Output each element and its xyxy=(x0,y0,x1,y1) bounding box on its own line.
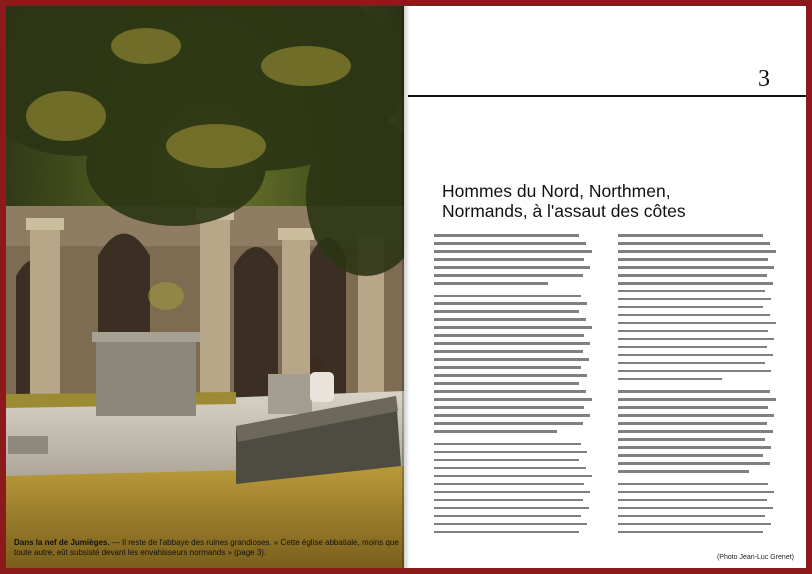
heading-line: Hommes du Nord, Northmen, xyxy=(442,181,671,201)
illegible-text-line xyxy=(434,531,579,534)
photo-credit: (Photo Jean-Luc Grenet) xyxy=(716,554,794,561)
illegible-text-line xyxy=(434,318,586,321)
illegible-text-line xyxy=(434,451,587,454)
illegible-text-line xyxy=(434,390,586,393)
illegible-text-line xyxy=(618,390,770,393)
illegible-text-line xyxy=(618,446,771,449)
body-column-left xyxy=(434,234,592,539)
illegible-text-line xyxy=(434,358,589,361)
illegible-text-line xyxy=(434,374,587,377)
illegible-text-line xyxy=(434,258,584,261)
illegible-text-line xyxy=(618,507,773,510)
illegible-text-line xyxy=(434,515,581,518)
body-column-right xyxy=(618,234,776,539)
illegible-text-line xyxy=(618,274,767,277)
illegible-text-line xyxy=(434,250,592,253)
illegible-text-line xyxy=(434,350,583,353)
illegible-text-line xyxy=(434,491,590,494)
chapter-number: 3 xyxy=(758,66,770,92)
illegible-text-line xyxy=(618,306,763,309)
illegible-text-line xyxy=(618,234,763,237)
illegible-text-line xyxy=(618,406,768,409)
illegible-text-line xyxy=(618,250,776,253)
caption-lead: Dans la nef de Jumièges. xyxy=(14,538,110,547)
heading-line: Normands, à l'assaut des côtes xyxy=(442,201,686,221)
illegible-text-line xyxy=(618,378,722,381)
illegible-text-line xyxy=(618,298,771,301)
illegible-text-line xyxy=(618,314,770,317)
chapter-page xyxy=(408,6,806,568)
book-spread xyxy=(6,6,806,568)
illegible-text-line xyxy=(618,242,770,245)
illegible-text-line xyxy=(434,430,557,433)
illegible-text-line xyxy=(434,242,586,245)
illegible-text-line xyxy=(434,459,579,462)
illegible-text-line xyxy=(434,507,589,510)
illegible-text-line xyxy=(618,414,774,417)
illegible-text-line xyxy=(618,483,768,486)
illegible-text-line xyxy=(618,338,774,341)
illegible-text-line xyxy=(434,443,581,446)
illegible-text-line xyxy=(434,326,592,329)
caption-text: — Il reste de l'abbaye des ruines grandioses. « Cette église abbatiale, moins que toute autre, eût subsisté devant les envahisseurs normands » (page 3). xyxy=(14,538,399,557)
illegible-text-line xyxy=(618,491,774,494)
illegible-text-line xyxy=(618,282,773,285)
illegible-text-line xyxy=(434,234,579,237)
illegible-text-line xyxy=(434,406,584,409)
illegible-text-line xyxy=(434,282,548,285)
illegible-text-line xyxy=(434,295,581,298)
illegible-text-line xyxy=(434,366,581,369)
illegible-text-line xyxy=(434,499,583,502)
illegible-text-line xyxy=(434,342,590,345)
abbey-ruins-photo xyxy=(6,6,404,568)
illegible-text-line xyxy=(434,483,584,486)
gutter-shadow xyxy=(402,6,410,568)
illegible-text-line xyxy=(434,523,587,526)
illegible-text-line xyxy=(618,470,749,473)
illegible-text-line xyxy=(434,310,579,313)
illegible-text-line xyxy=(434,302,587,305)
illegible-text-line xyxy=(434,467,586,470)
chapter-heading xyxy=(442,181,782,221)
illegible-text-line xyxy=(618,370,771,373)
illegible-text-line xyxy=(434,414,590,417)
illegible-text-line xyxy=(618,422,767,425)
illegible-text-line xyxy=(618,330,768,333)
illegible-text-line xyxy=(618,322,776,325)
illegible-text-line xyxy=(434,398,592,401)
illegible-text-line xyxy=(618,346,767,349)
illegible-text-line xyxy=(434,266,590,269)
photo-caption xyxy=(14,538,402,558)
illegible-text-line xyxy=(618,515,765,518)
chapter-rule xyxy=(408,95,806,97)
illegible-text-line xyxy=(618,266,774,269)
illegible-text-line xyxy=(434,422,583,425)
illegible-text-line xyxy=(618,438,765,441)
illegible-text-line xyxy=(618,362,765,365)
illegible-text-line xyxy=(618,290,765,293)
illegible-text-line xyxy=(434,334,584,337)
illegible-text-line xyxy=(434,382,579,385)
illegible-text-line xyxy=(618,354,773,357)
illegible-text-line xyxy=(618,531,763,534)
illegible-text-line xyxy=(618,258,768,261)
illegible-text-line xyxy=(618,454,763,457)
illegible-text-line xyxy=(434,274,583,277)
illegible-text-line xyxy=(618,398,776,401)
illegible-text-line xyxy=(618,462,770,465)
illegible-text-line xyxy=(618,499,767,502)
illegible-text-line xyxy=(618,430,773,433)
illegible-text-line xyxy=(434,475,592,478)
illegible-text-line xyxy=(618,523,771,526)
